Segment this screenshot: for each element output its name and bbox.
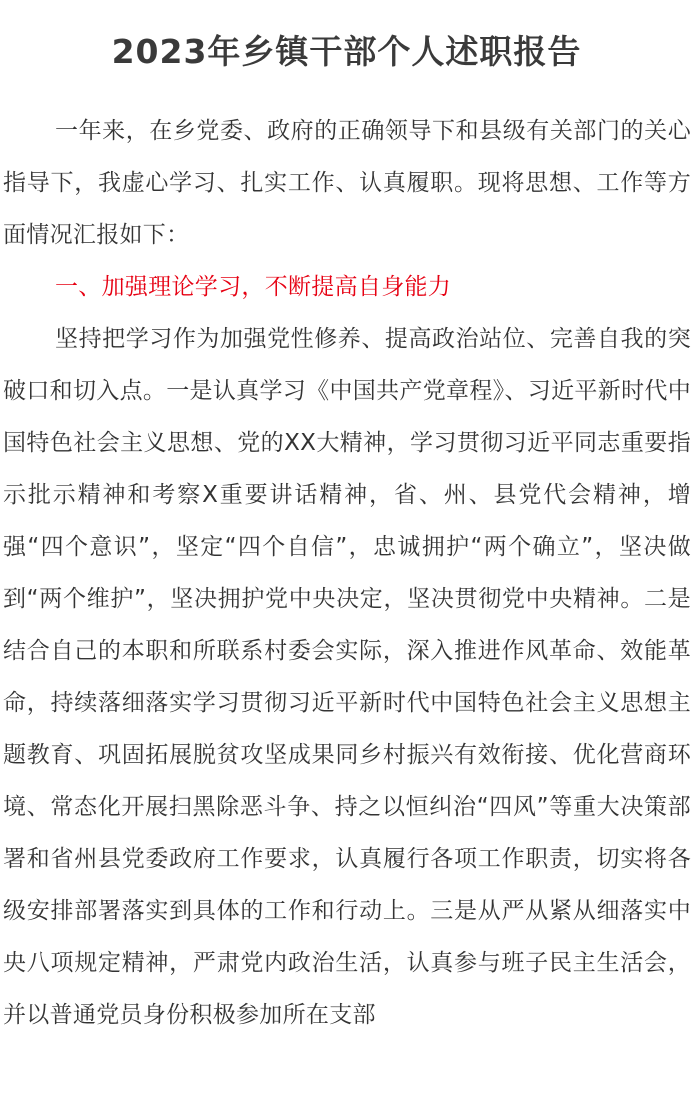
document-title: 2023年乡镇干部个人述职报告 <box>111 32 582 71</box>
intro-paragraph: 一年来，在乡党委、政府的正确领导下和县级有关部门的关心指导下，我虚心学习、扎实工作、认真履职。现将思想、工作等方面情况汇报如下： <box>3 118 691 248</box>
section-heading-1: 一、加强理论学习，不断提高自身能力 <box>55 274 452 300</box>
document-body <box>3 105 691 1041</box>
section-1-paragraph: 坚持把学习作为加强党性修养、提高政治站位、完善自我的突破口和切入点。一是认真学习《中国共产党章程》、习近平新时代中国特色社会主义思想、党的XX大精神，学习贯彻习近平同志重要指示批示精神和考察X重要讲话精神，省、州、县党代会精神，增强“四个意识”，坚定“四个自信”，忠诚拥护“两个确立”，坚决做到“两个维护”，坚决拥护党中央决定，坚决贯彻党中央精神。二是结合自己的本职和所联系村委会实际，深入推进作风革命、效能革命，持续落细落实学习贯彻习近平新时代中国特色社会主义思想主题教育、巩固拓展脱贫攻坚成果同乡村振兴有效衔接、优化营商环境、常态化开展扫黑除恶斗争、持之以恒纠治“四风”等重大决策部署和省州县党委政府工作要求，认真履行各项工作职责，切实将各级安排部署落实到具体的工作和行动上。三是从严从紧从细落实中央八项规定精神，严肃党内政治生活，认真参与班子民主生活会，并以普通党员身份积极参加所在支部 <box>3 326 691 1028</box>
